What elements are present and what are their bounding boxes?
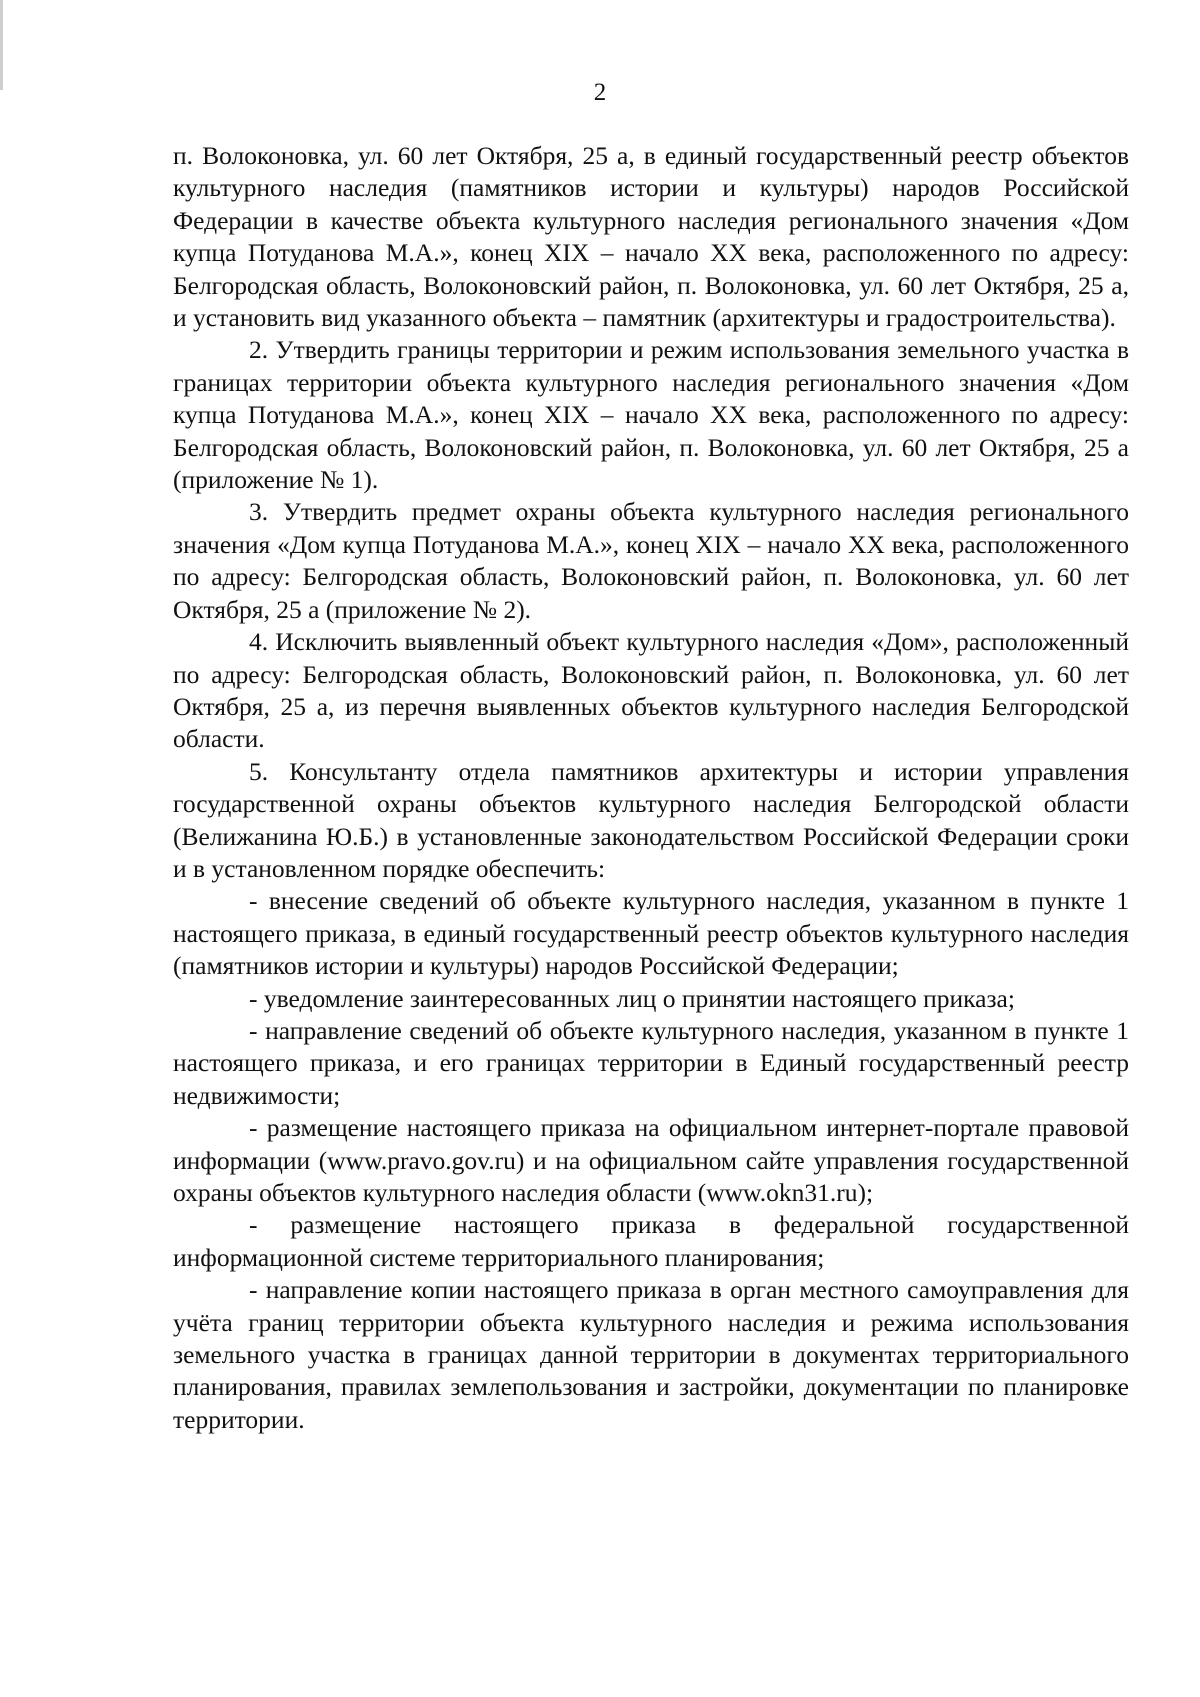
paragraph-1-continuation: п. Волоконовка, ул. 60 лет Октября, 25 а, в единый государственный реестр объектов культурного наследия (памятников истории и культуры) народов Российской Федерации в качестве объекта культурного наследия регионального значения «Дом купца Потуданова М.А.», конец XIX – начало XX века, расположенного по адресу: Белгородская область, Волоконовский район, п. Волоконовка, ул. 60 лет Октября, 25 а, и установить вид указанного объекта – памятник (архитектуры и градостроительства). bbox=[173, 141, 1129, 333]
list-item-local-government-copy: - направление копии настоящего приказа в орган местного самоуправления для учёта границ территории объекта культурного наследия и режима использования земельного участка в границах данной территории в документах территориального планирования, правилах землепользования и застройки, документации по планировке территории. bbox=[173, 1275, 1129, 1434]
page-number: 2 bbox=[593, 79, 607, 106]
list-item-federal-system: - размещение настоящего приказа в федеральной государственной информационной системе территориального планирования; bbox=[173, 1210, 1129, 1272]
paragraph-item-2: 2. Утвердить границы территории и режим использования земельного участка в границах территории объекта культурного наследия регионального значения «Дом купца Потуданова М.А.», конец XIX – начало XX века, расположенного по адресу: Белгородская область, Волоконовский район, п. Волоконовка, ул. 60 лет Октября, 25 а (приложение № 1). bbox=[173, 335, 1129, 495]
scan-edge-mark bbox=[0, 0, 3, 90]
list-item-notification: - уведомление заинтересованных лиц о принятии настоящего приказа; bbox=[249, 983, 1015, 1013]
document-body bbox=[173, 140, 1129, 1436]
paragraph-item-5: 5. Консультанту отдела памятников архитектуры и истории управления государственной охраны объектов культурного наследия Белгородской области (Велижанина Ю.Б.) в установленные законодательством Российской Федерации сроки и в установленном порядке обеспечить: bbox=[173, 756, 1129, 883]
list-item-registry-entry: - внесение сведений об объекте культурного наследия, указанном в пункте 1 настоящего приказа, в единый государственный реестр объектов культурного наследия (памятников истории и культуры) народов Российской Федерации; bbox=[173, 886, 1129, 981]
list-item-internet-publication: - размещение настоящего приказа на официальном интернет-портале правовой информации (www.pravo.gov.ru) и на официальном сайте управления государственной охраны объектов культурного наследия области (www.okn31.ru); bbox=[173, 1113, 1129, 1207]
list-item-real-estate-registry: - направление сведений об объекте культурного наследия, указанном в пункте 1 настоящего приказа, и его границах территории в Единый государственный реестр недвижимости; bbox=[173, 1015, 1129, 1110]
paragraph-item-3: 3. Утвердить предмет охраны объекта культурного наследия регионального значения «Дом купца Потуданова М.А.», конец XIX – начало XX века, расположенного по адресу: Белгородская область, Волоконовский район, п. Волоконовка, ул. 60 лет Октября, 25 а (приложение № 2). bbox=[173, 497, 1129, 624]
paragraph-item-4: 4. Исключить выявленный объект культурного наследия «Дом», расположенный по адресу: Белгородская область, Волоконовский район, п. Волоконовка, ул. 60 лет Октября, 25 а, из перечня выявленных объектов культурного наследия Белгородской области. bbox=[173, 627, 1129, 754]
